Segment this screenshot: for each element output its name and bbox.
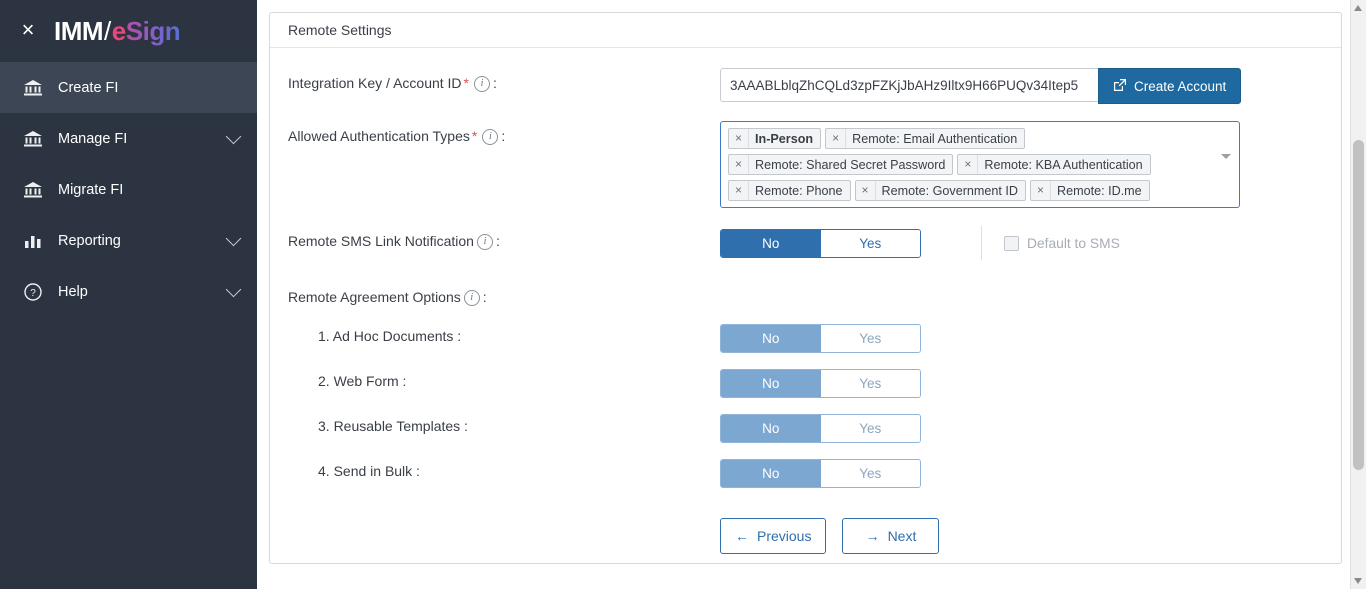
toggle-no-option[interactable]: No (721, 460, 821, 487)
previous-label: Previous (757, 528, 812, 545)
auth-type-chip[interactable] (728, 128, 821, 149)
send-in-bulk-toggle[interactable] (720, 459, 921, 488)
chip-label: Remote: Shared Secret Password (755, 157, 946, 172)
panel-body (270, 48, 1341, 554)
logo-text-e: e (111, 15, 126, 46)
integration-key-label-wrap (288, 68, 720, 92)
agreement-option-row (288, 459, 1323, 488)
sidebar-item-label: Reporting (58, 232, 121, 249)
agreement-option-label: 1. Ad Hoc Documents : (318, 328, 462, 345)
auth-type-chip[interactable] (728, 154, 953, 175)
arrow-left-icon: ← (735, 528, 749, 545)
scroll-up-icon[interactable] (1354, 5, 1362, 11)
toggle-yes-option[interactable]: Yes (821, 370, 921, 397)
sidebar-item-label: Manage FI (58, 130, 128, 147)
logo-text-imm: IMM (54, 15, 104, 46)
chip-remove-icon[interactable]: × (729, 155, 749, 174)
agreement-options-label-wrap (288, 282, 720, 306)
chip-remove-icon[interactable]: × (729, 181, 749, 200)
app-logo (54, 16, 180, 47)
close-icon[interactable]: × (21, 17, 35, 42)
toggle-no-option[interactable]: No (721, 230, 821, 257)
sms-label-wrap (288, 226, 720, 250)
auth-types-label-wrap (288, 121, 720, 145)
remote-settings-panel (269, 12, 1342, 564)
toggle-yes-option[interactable]: Yes (821, 230, 921, 257)
label-colon: : (482, 289, 487, 305)
wizard-navigation (720, 518, 1323, 554)
info-icon[interactable]: i (482, 129, 498, 145)
chevron-down-icon[interactable] (1221, 154, 1231, 159)
svg-text:?: ? (30, 287, 36, 299)
agreement-option-label: 4. Send in Bulk : (318, 463, 420, 480)
agreement-option-row (288, 324, 1323, 353)
toggle-no-option[interactable]: No (721, 325, 821, 352)
next-label: Next (887, 528, 917, 545)
logo-text-sign: Sign (125, 15, 181, 46)
integration-key-label: Integration Key / Account ID (288, 75, 462, 91)
chip-label: Remote: Phone (755, 183, 843, 198)
auth-type-chip[interactable] (728, 180, 851, 201)
logo-text-slash: / (104, 15, 111, 46)
chip-label: Remote: Email Authentication (852, 131, 1018, 146)
page-title: Remote Settings (288, 22, 392, 38)
sidebar-item-reporting[interactable] (0, 215, 257, 266)
label-colon: : (493, 75, 497, 91)
agreement-options-header-row (288, 282, 1323, 306)
sidebar-item-manage-fi[interactable] (0, 113, 257, 164)
sidebar-item-help[interactable] (0, 266, 257, 317)
toggle-yes-option[interactable]: Yes (821, 325, 921, 352)
info-icon[interactable]: i (477, 234, 493, 250)
previous-button[interactable] (720, 518, 826, 554)
label-colon: : (501, 128, 506, 144)
scrollbar-thumb[interactable] (1353, 140, 1364, 470)
auth-types-label: Allowed Authentication Types (288, 128, 470, 144)
agreement-option-label: 3. Reusable Templates : (318, 418, 468, 435)
sidebar (0, 0, 257, 589)
agreement-options-label: Remote Agreement Options (288, 289, 461, 305)
reusable-templates-toggle[interactable] (720, 414, 921, 443)
sms-notification-row (288, 226, 1323, 260)
chip-remove-icon[interactable]: × (1031, 181, 1051, 200)
sms-controls (720, 226, 1120, 260)
auth-types-multiselect[interactable] (720, 121, 1240, 208)
chip-remove-icon[interactable]: × (958, 155, 978, 174)
agreement-option-label: 2. Web Form : (318, 373, 407, 390)
panel-header (270, 13, 1341, 48)
create-account-label: Create Account (1134, 78, 1227, 94)
bar-chart-icon (20, 233, 46, 249)
sidebar-item-create-fi[interactable] (0, 62, 257, 113)
default-to-sms-checkbox[interactable] (1004, 236, 1019, 251)
auth-type-chip[interactable] (1030, 180, 1150, 201)
auth-type-chip[interactable] (825, 128, 1025, 149)
agreement-option-row (288, 369, 1323, 398)
chip-label: Remote: Government ID (881, 183, 1018, 198)
sms-notification-label: Remote SMS Link Notification (288, 233, 474, 249)
required-marker: * (471, 128, 478, 144)
auth-type-chip[interactable] (957, 154, 1150, 175)
integration-key-row (288, 68, 1323, 104)
chip-remove-icon[interactable]: × (826, 129, 846, 148)
sidebar-item-label: Help (58, 283, 88, 300)
integration-key-field-wrap (720, 68, 1241, 104)
chevron-down-icon[interactable] (226, 231, 242, 247)
bank-icon (20, 131, 46, 147)
default-to-sms-wrap (981, 226, 1120, 260)
sidebar-item-label: Create FI (58, 79, 119, 96)
question-circle-icon (20, 283, 46, 301)
sidebar-header (0, 0, 257, 62)
ad-hoc-documents-toggle[interactable] (720, 324, 921, 353)
chevron-down-icon[interactable] (226, 129, 242, 145)
chip-label: Remote: KBA Authentication (984, 157, 1143, 172)
chip-remove-icon[interactable]: × (729, 129, 749, 148)
toggle-no-option[interactable]: No (721, 415, 821, 442)
toggle-yes-option[interactable]: Yes (821, 415, 921, 442)
external-link-icon (1113, 79, 1127, 94)
chip-label: Remote: ID.me (1057, 183, 1142, 198)
integration-key-input[interactable] (720, 68, 1098, 102)
toggle-yes-option[interactable]: Yes (821, 460, 921, 487)
default-to-sms-label: Default to SMS (1027, 235, 1120, 251)
bank-icon (20, 182, 46, 198)
page-scrollbar[interactable] (1350, 0, 1366, 589)
chevron-down-icon[interactable] (226, 282, 242, 298)
create-account-button[interactable] (1098, 68, 1241, 104)
label-colon: : (495, 233, 500, 249)
next-button[interactable] (842, 518, 939, 554)
auth-type-chip[interactable] (855, 180, 1026, 201)
scroll-down-icon[interactable] (1354, 578, 1362, 584)
info-icon[interactable]: i (464, 290, 480, 306)
sidebar-item-migrate-fi[interactable] (0, 164, 257, 215)
sms-notification-toggle[interactable] (720, 229, 921, 258)
arrow-right-icon: → (865, 528, 880, 545)
bank-icon (20, 80, 46, 96)
web-form-toggle[interactable] (720, 369, 921, 398)
toggle-no-option[interactable]: No (721, 370, 821, 397)
required-marker: * (463, 75, 469, 91)
chip-remove-icon[interactable]: × (856, 181, 876, 200)
agreement-option-row (288, 414, 1323, 443)
chip-label: In-Person (755, 131, 814, 146)
sidebar-item-label: Migrate FI (58, 181, 124, 198)
info-icon[interactable]: i (474, 76, 490, 92)
main-content (257, 0, 1366, 589)
auth-types-row (288, 121, 1323, 208)
